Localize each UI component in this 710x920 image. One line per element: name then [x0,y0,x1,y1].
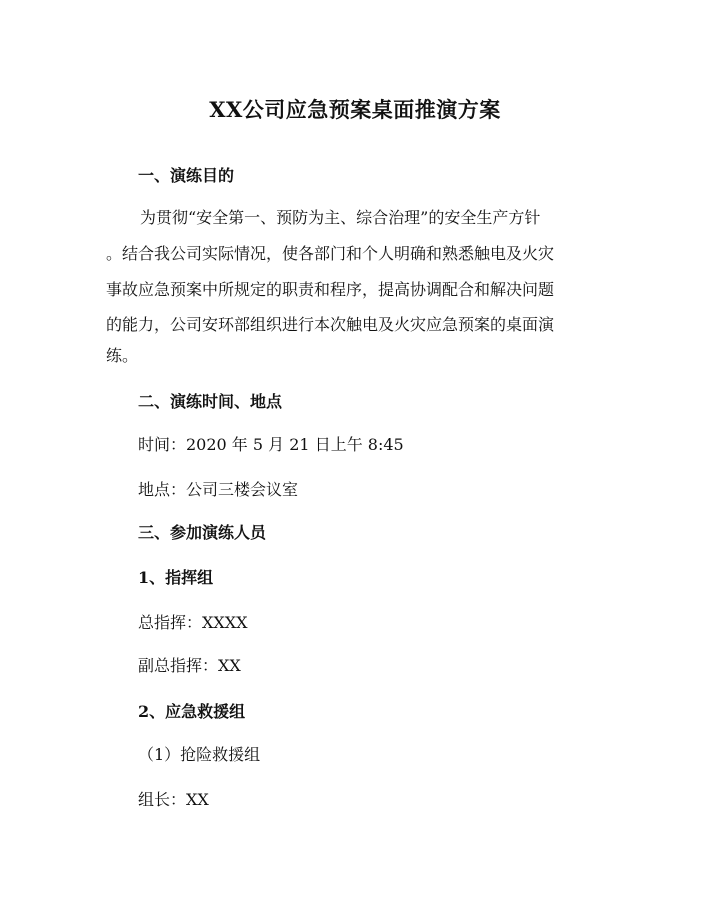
subheading-rescue-team: （1）抢险救援组 [138,745,261,764]
section-heading-participants: 三、参加演练人员 [138,523,267,542]
subheading-command-group: 1、指挥组 [138,568,214,587]
commander-line: 总指挥：XXXX [138,613,248,632]
subheading-rescue-group: 2、应急救援组 [138,702,246,721]
paragraph-line: 。结合我公司实际情况，使各部门和个人明确和熟悉触电及火灾 [106,244,555,263]
paragraph-line: 事故应急预案中所规定的职责和程序，提高协调配合和解决问题 [106,280,555,299]
deputy-commander-line: 副总指挥：XX [138,656,241,675]
paragraph-line: 为贯彻“安全第一、预防为主、综合治理”的安全生产方针 [140,208,541,227]
paragraph-line: 练。 [106,346,139,365]
drill-place: 地点：公司三楼会议室 [138,480,299,499]
document-title: XX公司应急预案桌面推演方案 [209,97,501,122]
section-heading-purpose: 一、演练目的 [138,166,235,185]
team-leader-line: 组长：XX [138,790,209,809]
section-heading-time-place: 二、演练时间、地点 [138,392,283,411]
paragraph-line: 的能力，公司安环部组织进行本次触电及火灾应急预案的桌面演 [106,315,555,334]
drill-time: 时间：2020 年 5 月 21 日上午 8:45 [138,435,404,454]
